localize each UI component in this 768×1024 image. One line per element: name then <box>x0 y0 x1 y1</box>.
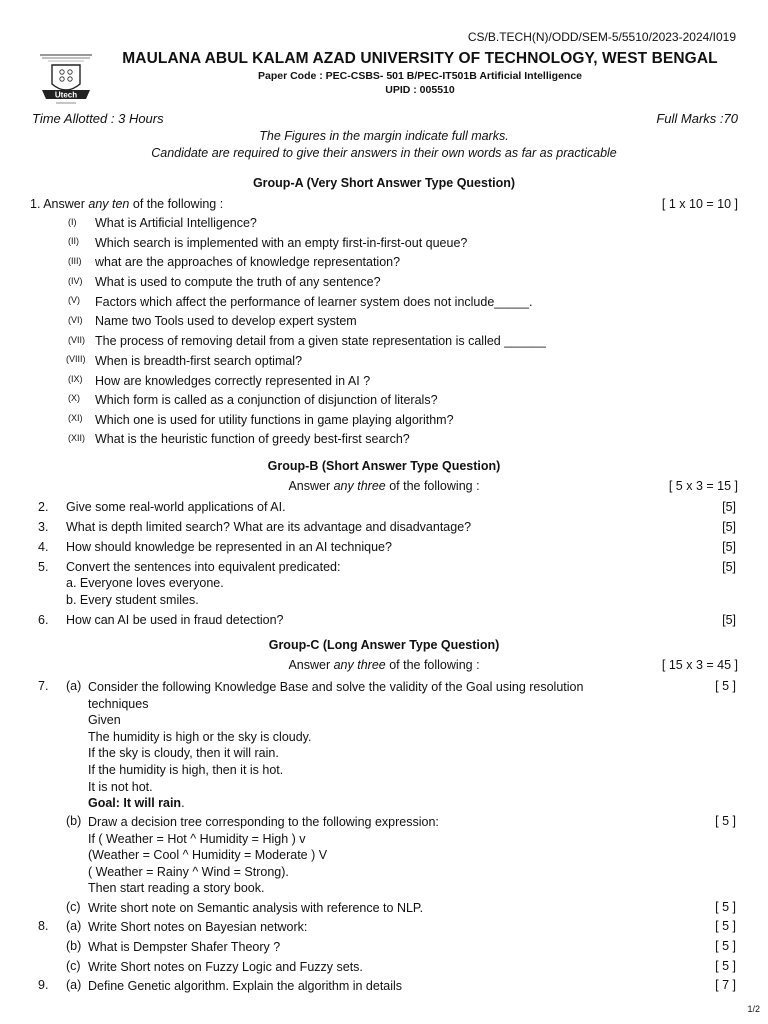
q9-num: 9. <box>38 978 49 992</box>
q8-b-text: What is Dempster Shafer Theory ? <box>88 940 281 954</box>
q7-c-label: (c) <box>66 900 81 914</box>
gc-post: of the following : <box>385 658 480 672</box>
text-line: If the sky is cloudy, then it will rain. <box>88 746 279 761</box>
group-c-title: Group-C (Long Answer Type Question) <box>268 638 500 652</box>
q-num: 5. <box>38 560 49 574</box>
q8-c-text: Write Short notes on Fuzzy Logic and Fuzzy sets. <box>88 960 363 974</box>
item-num: (IX) <box>68 374 83 384</box>
question: How should knowledge be represented in an AI technique? <box>66 540 392 554</box>
text-line: ( Weather = Rainy ^ Wind = Strong). <box>88 864 289 879</box>
q8-b-marks: [ 5 ] <box>715 939 736 953</box>
list-item: Which one is used for utility functions in game playing algorithm? <box>95 413 454 427</box>
goal-text: Goal: It will rain <box>88 796 182 811</box>
q1-em: any ten <box>88 197 130 211</box>
gb-pre: Answer <box>288 479 334 493</box>
item-num: (II) <box>68 236 79 246</box>
q-num: 2. <box>38 500 49 514</box>
q7-num: 7. <box>38 679 49 693</box>
q-marks: [5] <box>722 520 736 534</box>
q8-c-label: (c) <box>66 959 81 973</box>
list-item: Which form is called as a conjunction of disjunction of literals? <box>95 393 438 407</box>
text-line: If ( Weather = Hot ^ Humidity = High ) v <box>88 831 306 846</box>
group-b-marks: [ 5 x 3 = 15 ] <box>668 479 738 493</box>
text-line: If the humidity is high, then it is hot. <box>88 762 284 777</box>
group-c-marks: [ 15 x 3 = 45 ] <box>661 658 738 672</box>
q7-b-marks: [ 5 ] <box>715 814 736 828</box>
q-num: 4. <box>38 540 49 554</box>
q7-a-body <box>88 679 583 812</box>
text-line: Consider the following Knowledge Base and solve the validity of the Goal using resolution <box>88 680 584 694</box>
upid: UPID : 005510 <box>385 84 455 96</box>
q8-a-label: (a) <box>66 919 82 933</box>
q7-b-body <box>88 814 439 897</box>
text-line: techniques <box>88 696 149 711</box>
time-allotted: Time Allotted : 3 Hours <box>32 111 164 126</box>
list-item: What is used to compute the truth of any sentence? <box>95 275 381 289</box>
gb-post: of the following : <box>385 479 480 493</box>
text-line: (Weather = Cool ^ Humidity = Moderate ) V <box>88 848 328 863</box>
text-line: The humidity is high or the sky is cloudy. <box>88 729 312 744</box>
question: Give some real-world applications of AI. <box>66 500 286 514</box>
list-item: How are knowledges correctly represented in AI ? <box>95 374 371 388</box>
question: How can AI be used in fraud detection? <box>66 613 284 627</box>
question: What is depth limited search? What are its advantage and disadvantage? <box>66 520 472 534</box>
q-marks: [5] <box>722 560 736 574</box>
item-num: (VI) <box>68 315 83 325</box>
text-line: Then start reading a story book. <box>88 881 265 896</box>
list-item: What is Artificial Intelligence? <box>95 216 257 230</box>
q7-c-text: Write short note on Semantic analysis with reference to NLP. <box>88 901 424 915</box>
group-a-marks: [ 1 x 10 = 10 ] <box>661 197 738 211</box>
q1-pre: 1. Answer <box>30 197 89 211</box>
q-marks: [5] <box>722 500 736 514</box>
question-line: b. Every student smiles. <box>66 593 199 607</box>
item-num: (VII) <box>68 335 85 345</box>
gc-pre: Answer <box>288 658 334 672</box>
text-line: Given <box>88 713 121 728</box>
q7-a-marks: [ 5 ] <box>715 679 736 693</box>
list-item: What is the heuristic function of greedy best-first search? <box>95 432 410 446</box>
instruction-2: Candidate are required to give their answers in their own words as far as practicable <box>151 146 617 160</box>
q8-num: 8. <box>38 919 49 933</box>
paper-code-header: CS/B.TECH(N)/ODD/SEM-5/5510/2023-2024/I019 <box>467 30 736 44</box>
q9-a-marks: [ 7 ] <box>715 978 736 992</box>
item-num: (IV) <box>68 276 83 286</box>
list-item: Which search is implemented with an empty first-in-first-out queue? <box>95 236 468 250</box>
logo-text: Utech <box>54 90 78 100</box>
item-num: (I) <box>68 217 77 227</box>
text-line: Draw a decision tree corresponding to the following expression: <box>88 815 439 829</box>
q9-a-text: Define Genetic algorithm. Explain the algorithm in details <box>88 979 403 993</box>
q8-b-label: (b) <box>66 939 82 953</box>
list-item: The process of removing detail from a given state representation is called ______ <box>95 334 546 348</box>
list-item: what are the approaches of knowledge representation? <box>95 255 401 269</box>
q9-a-label: (a) <box>66 978 82 992</box>
gc-em: any three <box>333 658 386 672</box>
list-item: Factors which affect the performance of learner system does not include_____. <box>95 295 533 309</box>
q7-a-label: (a) <box>66 679 82 693</box>
q8-a-text: Write Short notes on Bayesian network: <box>88 920 308 934</box>
group-c-instruction <box>0 658 768 672</box>
q8-c-marks: [ 5 ] <box>715 959 736 973</box>
question: Convert the sentences into equivalent predicated: <box>66 560 341 574</box>
list-item: When is breadth-first search optimal? <box>95 354 303 368</box>
q-marks: [5] <box>722 613 736 627</box>
q-marks: [5] <box>722 540 736 554</box>
question-1 <box>30 197 223 211</box>
item-num: (XI) <box>68 413 83 423</box>
q7-b-label: (b) <box>66 814 82 828</box>
goal-line <box>88 795 583 812</box>
instruction-1: The Figures in the margin indicate full marks. <box>259 129 509 143</box>
full-marks: Full Marks :70 <box>656 111 738 126</box>
group-b-title: Group-B (Short Answer Type Question) <box>267 459 501 473</box>
q8-a-marks: [ 5 ] <box>715 919 736 933</box>
question-line: a. Everyone loves everyone. <box>66 576 224 590</box>
university-name: MAULANA ABUL KALAM AZAD UNIVERSITY OF TECHNOLOGY, WEST BENGAL <box>122 50 718 67</box>
item-num: (VIII) <box>66 354 86 364</box>
q-num: 6. <box>38 613 49 627</box>
item-num: (XII) <box>68 433 85 443</box>
page-number: 1/2 <box>747 1004 760 1014</box>
group-a-title: Group-A (Very Short Answer Type Question) <box>252 176 516 190</box>
item-num: (III) <box>68 256 82 266</box>
text-line: It is not hot. <box>88 779 153 794</box>
gb-em: any three <box>333 479 386 493</box>
group-b-instruction <box>0 479 768 493</box>
q1-post: of the following : <box>129 197 224 211</box>
list-item: Name two Tools used to develop expert system <box>95 314 357 328</box>
q7-c-marks: [ 5 ] <box>715 900 736 914</box>
paper-code: Paper Code : PEC-CSBS- 501 B/PEC-IT501B Artificial Intelligence <box>257 70 583 82</box>
q-num: 3. <box>38 520 49 534</box>
item-num: (X) <box>68 393 80 403</box>
item-num: (V) <box>68 295 80 305</box>
goal-dot: . <box>181 796 185 811</box>
